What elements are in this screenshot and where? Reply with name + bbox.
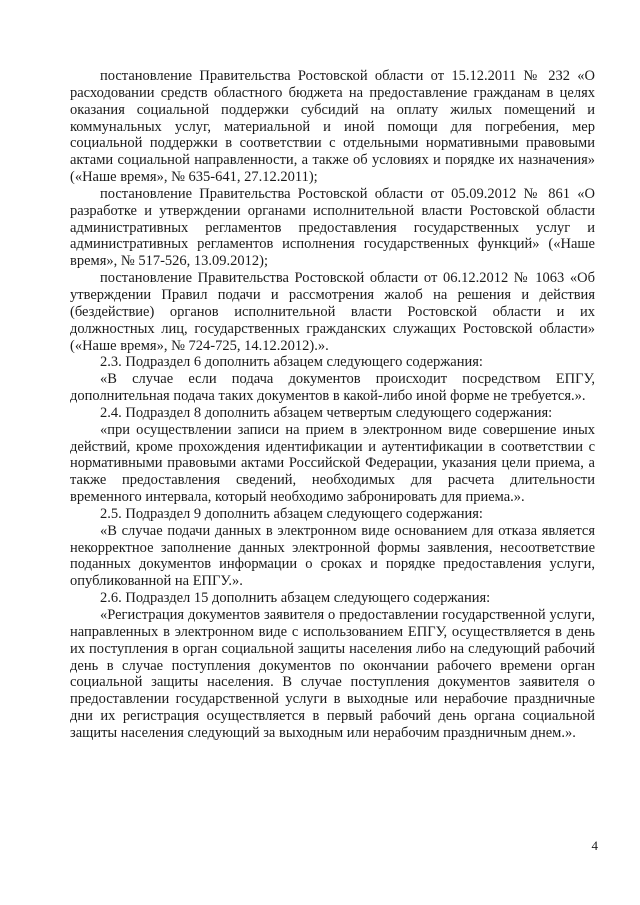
paragraph-clause-2-6: 2.6. Подраздел 15 дополнить абзацем следующего содержания: <box>100 590 491 607</box>
paragraph-clause-2-3: 2.3. Подраздел 6 дополнить абзацем следующего содержания: <box>100 354 483 371</box>
paragraph-resolution-861: постановление Правительства Ростовской области от 05.09.2012 № 861 «О разработке и утверждении органами исполнительной власти Ростовской области административных регламентов предоставления государственных услуг и административных регламентов исполнения государственных функций» («Наше время», № 517-526, 13.09.2012); <box>70 185 595 270</box>
page-number: 4 <box>591 838 598 853</box>
paragraph-clause-2-6-text: «Регистрация документов заявителя о предоставлении государственной услуги, направленных в электронном виде с использованием ЕПГУ, осуществляется в день их поступления в орган социальной защиты населения либо на следующий рабочий день в случае поступления документов по окончании рабочего времени орган социальной защиты населения. В случае поступления документов заявителя о предоставлении государственной услуги в выходные или нерабочие праздничные дни их регистрация осуществляется в первый рабочий день органа социальной защиты населения следующий за выходным или нерабочим праздничным днем.». <box>70 607 595 741</box>
document-body <box>70 68 595 742</box>
paragraph-clause-2-3-text: «В случае если подача документов происходит посредством ЕПГУ, дополнительная подача таких документов в какой-либо иной форме не требуется.». <box>70 371 595 405</box>
paragraph-clause-2-4-text: «при осуществлении записи на прием в электронном виде совершение иных действий, кроме прохождения идентификации и аутентификации в соответствии с нормативными правовыми актами Российской Федерации, указания цели приема, а также предоставления сведений, необходимых для расчета длительности временного интервала, который необходимо забронировать для приема.». <box>70 421 595 506</box>
paragraph-resolution-1063: постановление Правительства Ростовской области от 06.12.2012 № 1063 «Об утверждении Правил подачи и рассмотрения жалоб на решения и действия (бездействие) органов исполнительной власти Ростовской области и их должностных лиц, государственных гражданских служащих Ростовской области» («Наше время», № 724-725, 14.12.2012).». <box>70 270 595 354</box>
paragraph-clause-2-5: 2.5. Подраздел 9 дополнить абзацем следующего содержания: <box>100 505 483 522</box>
paragraph-clause-2-4: 2.4. Подраздел 8 дополнить абзацем четвертым следующего содержания: <box>100 404 553 421</box>
paragraph-clause-2-5-text: «В случае подачи данных в электронном виде основанием для отказа является некорректное заполнение данных электронной формы заявления, несоответствие поданных документов информации о сроках и порядке предоставления услуги, опубликованной на ЕПГУ.». <box>70 522 595 590</box>
paragraph-resolution-232: постановление Правительства Ростовской области от 15.12.2011 № 232 «О расходовании средств областного бюджета на предоставление гражданам в целях оказания социальной поддержки субсидий на оплату жилых помещений и коммунальных услуг, материальной и иной помощи для погребения, мер социальной поддержки в соответствии с отдельными нормативными правовыми актами социальной направленности, а также об условиях и порядке их назначения» («Наше время», № 635-641, 27.12.2011); <box>70 68 595 186</box>
